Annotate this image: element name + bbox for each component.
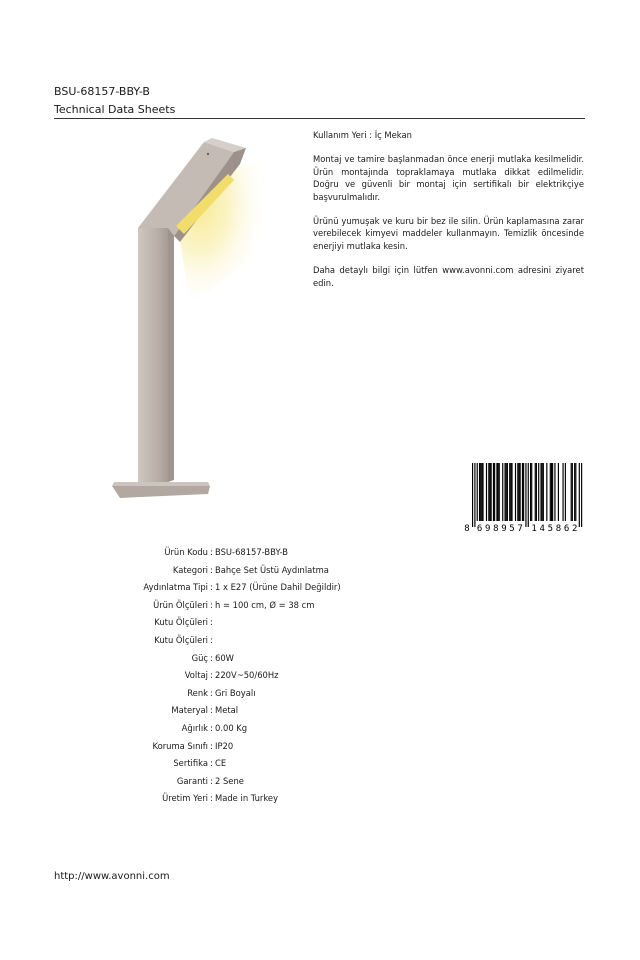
usage-location: Kullanım Yeri : İç Mekan — [313, 130, 412, 140]
barcode-bar — [581, 463, 582, 527]
barcode-bar — [579, 463, 580, 527]
spec-label: Kutu Ölçüleri — [154, 617, 208, 628]
spec-row — [0, 615, 640, 629]
barcode-bar — [538, 463, 539, 521]
spec-row — [0, 668, 640, 682]
spec-value: Made in Turkey — [215, 793, 279, 804]
barcode-bar — [510, 463, 511, 521]
usage-notes — [313, 129, 584, 301]
barcode-bar — [525, 463, 526, 527]
more-info-note: Daha detaylı bilgi için lütfen www.avonni.com adresini ziyaret edin. — [313, 265, 584, 288]
barcode-digit: 9 — [501, 524, 507, 533]
spec-row — [0, 756, 640, 770]
barcode-bar — [479, 463, 480, 521]
spec-value: Bahçe Set Üstü Aydınlatma — [215, 564, 329, 575]
spec-label: Materyal — [171, 705, 208, 716]
bollard-lamp-illustration — [100, 130, 270, 510]
barcode-bar — [502, 463, 503, 521]
barcode-bar — [493, 463, 494, 521]
spec-label: Ürün Ölçüleri — [153, 599, 208, 610]
footer-url[interactable]: http://www.avonni.com — [54, 871, 170, 882]
spec-label: Ürün Kodu — [164, 547, 208, 557]
spec-colon: : — [210, 758, 213, 769]
barcode-bar — [481, 463, 482, 521]
spec-colon: : — [210, 705, 213, 716]
barcode-bar — [480, 463, 481, 521]
spec-row — [0, 721, 640, 735]
spec-colon: : — [210, 723, 213, 733]
barcode-bar — [486, 463, 487, 521]
barcode-bar — [543, 463, 544, 521]
barcode-bar — [518, 463, 519, 521]
barcode-digit: 6 — [476, 524, 483, 533]
barcode-bar — [552, 463, 553, 521]
header-divider — [54, 118, 585, 119]
spec-colon: : — [210, 564, 213, 575]
header-product-code: BSU-68157-BBY-B — [54, 85, 150, 98]
spec-label: Voltaj — [184, 670, 208, 681]
spec-row — [0, 791, 640, 805]
spec-value: IP20 — [215, 740, 234, 751]
barcode-bar — [474, 463, 475, 527]
barcode-bar — [542, 463, 543, 521]
barcode-digit: 5 — [547, 524, 554, 533]
barcode-bar — [506, 463, 507, 521]
barcode-digit: 4 — [539, 524, 545, 533]
barcode-bar — [551, 463, 552, 521]
barcode-bar — [522, 463, 523, 521]
barcode-bar — [540, 463, 541, 521]
barcode-bar — [562, 463, 563, 521]
spec-label: Garanti — [176, 775, 208, 786]
barcode-bar — [575, 463, 576, 521]
spec-colon: : — [210, 652, 213, 663]
barcode-bar — [517, 463, 518, 521]
spec-colon: : — [210, 582, 213, 593]
barcode-graphic — [462, 463, 584, 533]
barcode-bar — [472, 463, 473, 527]
barcode-bar — [554, 463, 555, 521]
barcode-bar — [574, 463, 575, 521]
barcode-bar — [546, 463, 547, 521]
spec-value: 2 Sene — [215, 775, 244, 786]
spec-row — [0, 598, 640, 612]
spec-value: CE — [215, 758, 227, 769]
spec-label: Aydınlatma Tipi — [143, 582, 208, 593]
spec-label: Üretim Yeri — [162, 793, 208, 804]
barcode-bar — [477, 463, 478, 521]
spec-value: 60W — [215, 652, 234, 663]
barcode-bar — [496, 463, 497, 521]
barcode-bar — [565, 463, 566, 521]
installation-note: Montaj ve tamire başlanmadan önce enerji mutlaka kesilmelidir. Ürün montajında topraklamaya mutlaka dikkat edilmelidir. Doğru ve güvenli bir montaj için sertifikalı bir elektrikçiye başvurulmalıdır. — [313, 154, 584, 202]
barcode-digit: 2 — [571, 524, 578, 533]
spec-row — [0, 563, 640, 577]
spec-value: Gri Boyalı — [215, 687, 256, 698]
barcode-bar — [528, 463, 529, 527]
barcode-bar — [536, 463, 537, 521]
spec-value: 1 x E27 (Ürüne Dahil Değildir) — [215, 582, 341, 593]
spec-colon: : — [210, 740, 213, 751]
spec-value: 220V~50/60Hz — [215, 670, 279, 681]
barcode-bar — [509, 463, 510, 521]
spec-row — [0, 686, 640, 700]
spec-colon: : — [210, 687, 213, 698]
barcode-bar — [535, 463, 536, 521]
barcode-bar — [507, 463, 508, 521]
spec-label: Kutu Ölçüleri — [154, 635, 208, 645]
spec-label: Renk — [187, 687, 208, 698]
spec-colon: : — [210, 670, 213, 681]
lamp-pole — [138, 228, 168, 482]
barcode-bar — [520, 463, 521, 521]
spec-colon: : — [210, 547, 213, 557]
spec-row — [0, 739, 640, 753]
product-image — [100, 130, 270, 510]
barcode-digit: 5 — [509, 524, 515, 533]
barcode-bar — [572, 463, 573, 521]
barcode-bar — [558, 463, 559, 521]
spec-label: Güç — [191, 652, 208, 663]
barcode-digit: 8 — [555, 524, 562, 533]
barcode-bar — [498, 463, 499, 521]
barcode-digit: 8 — [464, 524, 470, 533]
spec-colon: : — [210, 599, 213, 610]
spec-row — [0, 651, 640, 665]
spec-label: Kategori — [172, 564, 208, 575]
spec-row — [0, 545, 640, 559]
barcode-bar — [491, 463, 492, 521]
barcode-bar — [504, 463, 505, 521]
spec-label: Sertifika — [173, 758, 208, 769]
spec-value: 0.00 Kg — [215, 723, 248, 733]
spec-colon: : — [210, 775, 213, 786]
barcode-bar — [571, 463, 572, 521]
barcode-digit: 8 — [493, 524, 499, 533]
barcode-bar — [523, 463, 524, 521]
barcode-digit: 7 — [517, 524, 523, 533]
barcode-bar — [489, 463, 490, 521]
barcode-bar — [515, 463, 516, 521]
barcode-bar — [531, 463, 532, 521]
spec-value: h = 100 cm, Ø = 38 cm — [215, 599, 315, 610]
spec-row — [0, 633, 640, 647]
spec-value: BSU-68157-BBY-B — [215, 547, 289, 557]
barcode-digit: 1 — [531, 524, 537, 533]
spec-label: Ağırlık — [181, 723, 208, 733]
spec-row — [0, 774, 640, 788]
header-subtitle: Technical Data Sheets — [54, 103, 176, 116]
barcode-bar — [550, 463, 551, 521]
barcode-bar — [511, 463, 512, 521]
product-barcode — [462, 463, 584, 533]
base-plate — [112, 486, 210, 498]
spec-value: Metal — [215, 705, 239, 716]
cleaning-note: Ürünü yumuşak ve kuru bir bez ile silin. Ürün kaplamasına zarar verebilecek kimyevi maddeler kullanmayın. Temizlik öncesinde enerjiyi mutlaka kesin. — [313, 216, 584, 251]
barcode-digit: 9 — [484, 524, 491, 533]
spec-row — [0, 580, 640, 594]
spec-colon: : — [210, 793, 213, 804]
spec-label: Koruma Sınıfı — [152, 740, 208, 751]
document-header — [54, 84, 584, 118]
barcode-bar — [494, 463, 495, 521]
barcode-digit: 6 — [563, 524, 570, 533]
barcode-bar — [530, 463, 531, 521]
barcode-bar — [499, 463, 500, 521]
barcode-bar — [488, 463, 489, 521]
spec-row — [0, 703, 640, 717]
barcode-bar — [482, 463, 483, 521]
spec-colon: : — [210, 635, 213, 645]
spec-colon: : — [210, 617, 213, 628]
